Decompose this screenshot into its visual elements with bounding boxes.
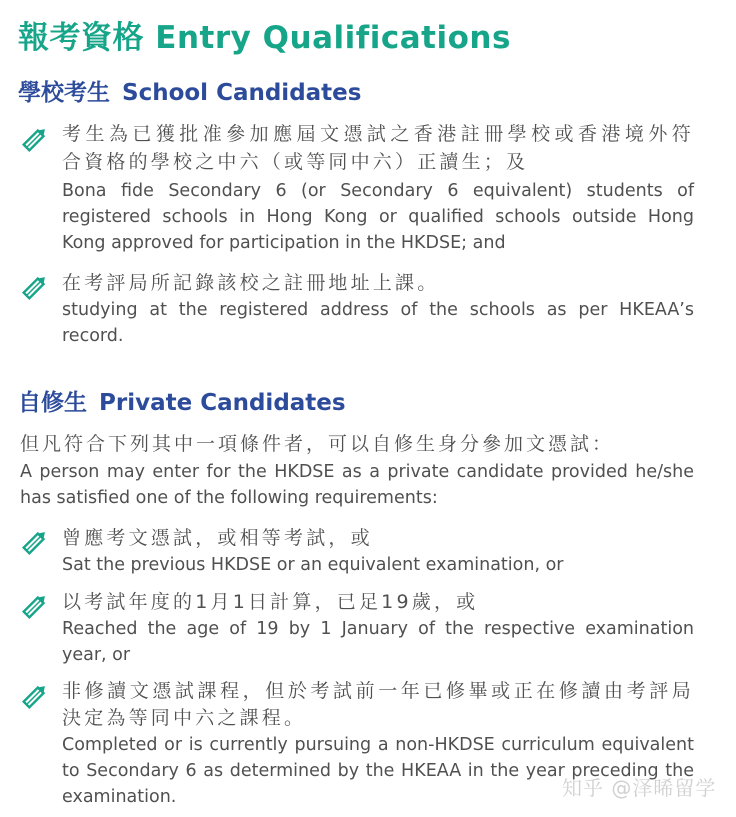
item-text-zh: 非修讀文憑試課程，但於考試前一年已修畢或正在修讀由考評局 xyxy=(62,680,694,702)
item-text-en: record. xyxy=(62,326,124,346)
pencil-icon xyxy=(20,681,50,711)
watermark: 知乎 @泽晞留学 xyxy=(562,776,717,800)
intro-text-en: has satisfied one of the following requirements: xyxy=(20,488,438,508)
item-text-zh: 合資格的學校之中六（或等同中六）正讀生；及 xyxy=(62,151,529,173)
intro-text-zh: 但凡符合下列其中一項條件者，可以自修生身分參加文憑試： xyxy=(20,433,615,455)
item-text-en: Reached the age of 19 by 1 January of the respective examination xyxy=(62,619,694,639)
page-title xyxy=(18,12,511,57)
private-candidates-heading xyxy=(18,384,346,417)
item-text-en: Sat the previous HKDSE or an equivalent examination, or xyxy=(62,555,564,575)
school-candidates-heading xyxy=(18,74,361,107)
heading-zh: 學校考生 xyxy=(18,80,110,106)
title-en: Entry Qualifications xyxy=(155,20,511,56)
pencil-icon xyxy=(20,527,50,557)
intro-text-en: A person may enter for the HKDSE as a private candidate provided he/she xyxy=(20,462,694,482)
item-text-zh: 以考試年度的1月1日計算，已足19歲，或 xyxy=(62,591,479,613)
item-text-en: year, or xyxy=(62,645,131,665)
pencil-icon xyxy=(20,124,50,154)
item-text-en: Bona fide Secondary 6 (or Secondary 6 equivalent) students of xyxy=(62,181,694,201)
title-zh: 報考資格 xyxy=(18,20,144,56)
pencil-icon xyxy=(20,591,50,621)
item-text-en: registered schools in Hong Kong or qualified schools outside Hong xyxy=(62,207,694,227)
pencil-icon xyxy=(20,272,50,302)
item-text-zh: 在考評局所記錄該校之註冊地址上課。 xyxy=(62,272,440,294)
heading-en: School Candidates xyxy=(122,80,362,106)
item-text-zh: 曾應考文憑試，或相等考試，或 xyxy=(62,527,373,549)
item-text-zh: 決定為等同中六之課程。 xyxy=(62,707,307,729)
item-text-en: studying at the registered address of the schools as per HKEAA’s xyxy=(62,300,694,320)
heading-zh: 自修生 xyxy=(18,390,87,416)
heading-en: Private Candidates xyxy=(99,390,346,416)
item-text-zh: 考生為已獲批准參加應屆文憑試之香港註冊學校或香港境外符 xyxy=(62,123,694,145)
item-text-en: Completed or is currently pursuing a non-HKDSE curriculum equivalent xyxy=(62,735,694,755)
item-text-en: examination. xyxy=(62,787,177,807)
item-text-en: Kong approved for participation in the HKDSE; and xyxy=(62,233,506,253)
item-text-en: to Secondary 6 as determined by the HKEAA in the year preceding the xyxy=(62,761,694,781)
